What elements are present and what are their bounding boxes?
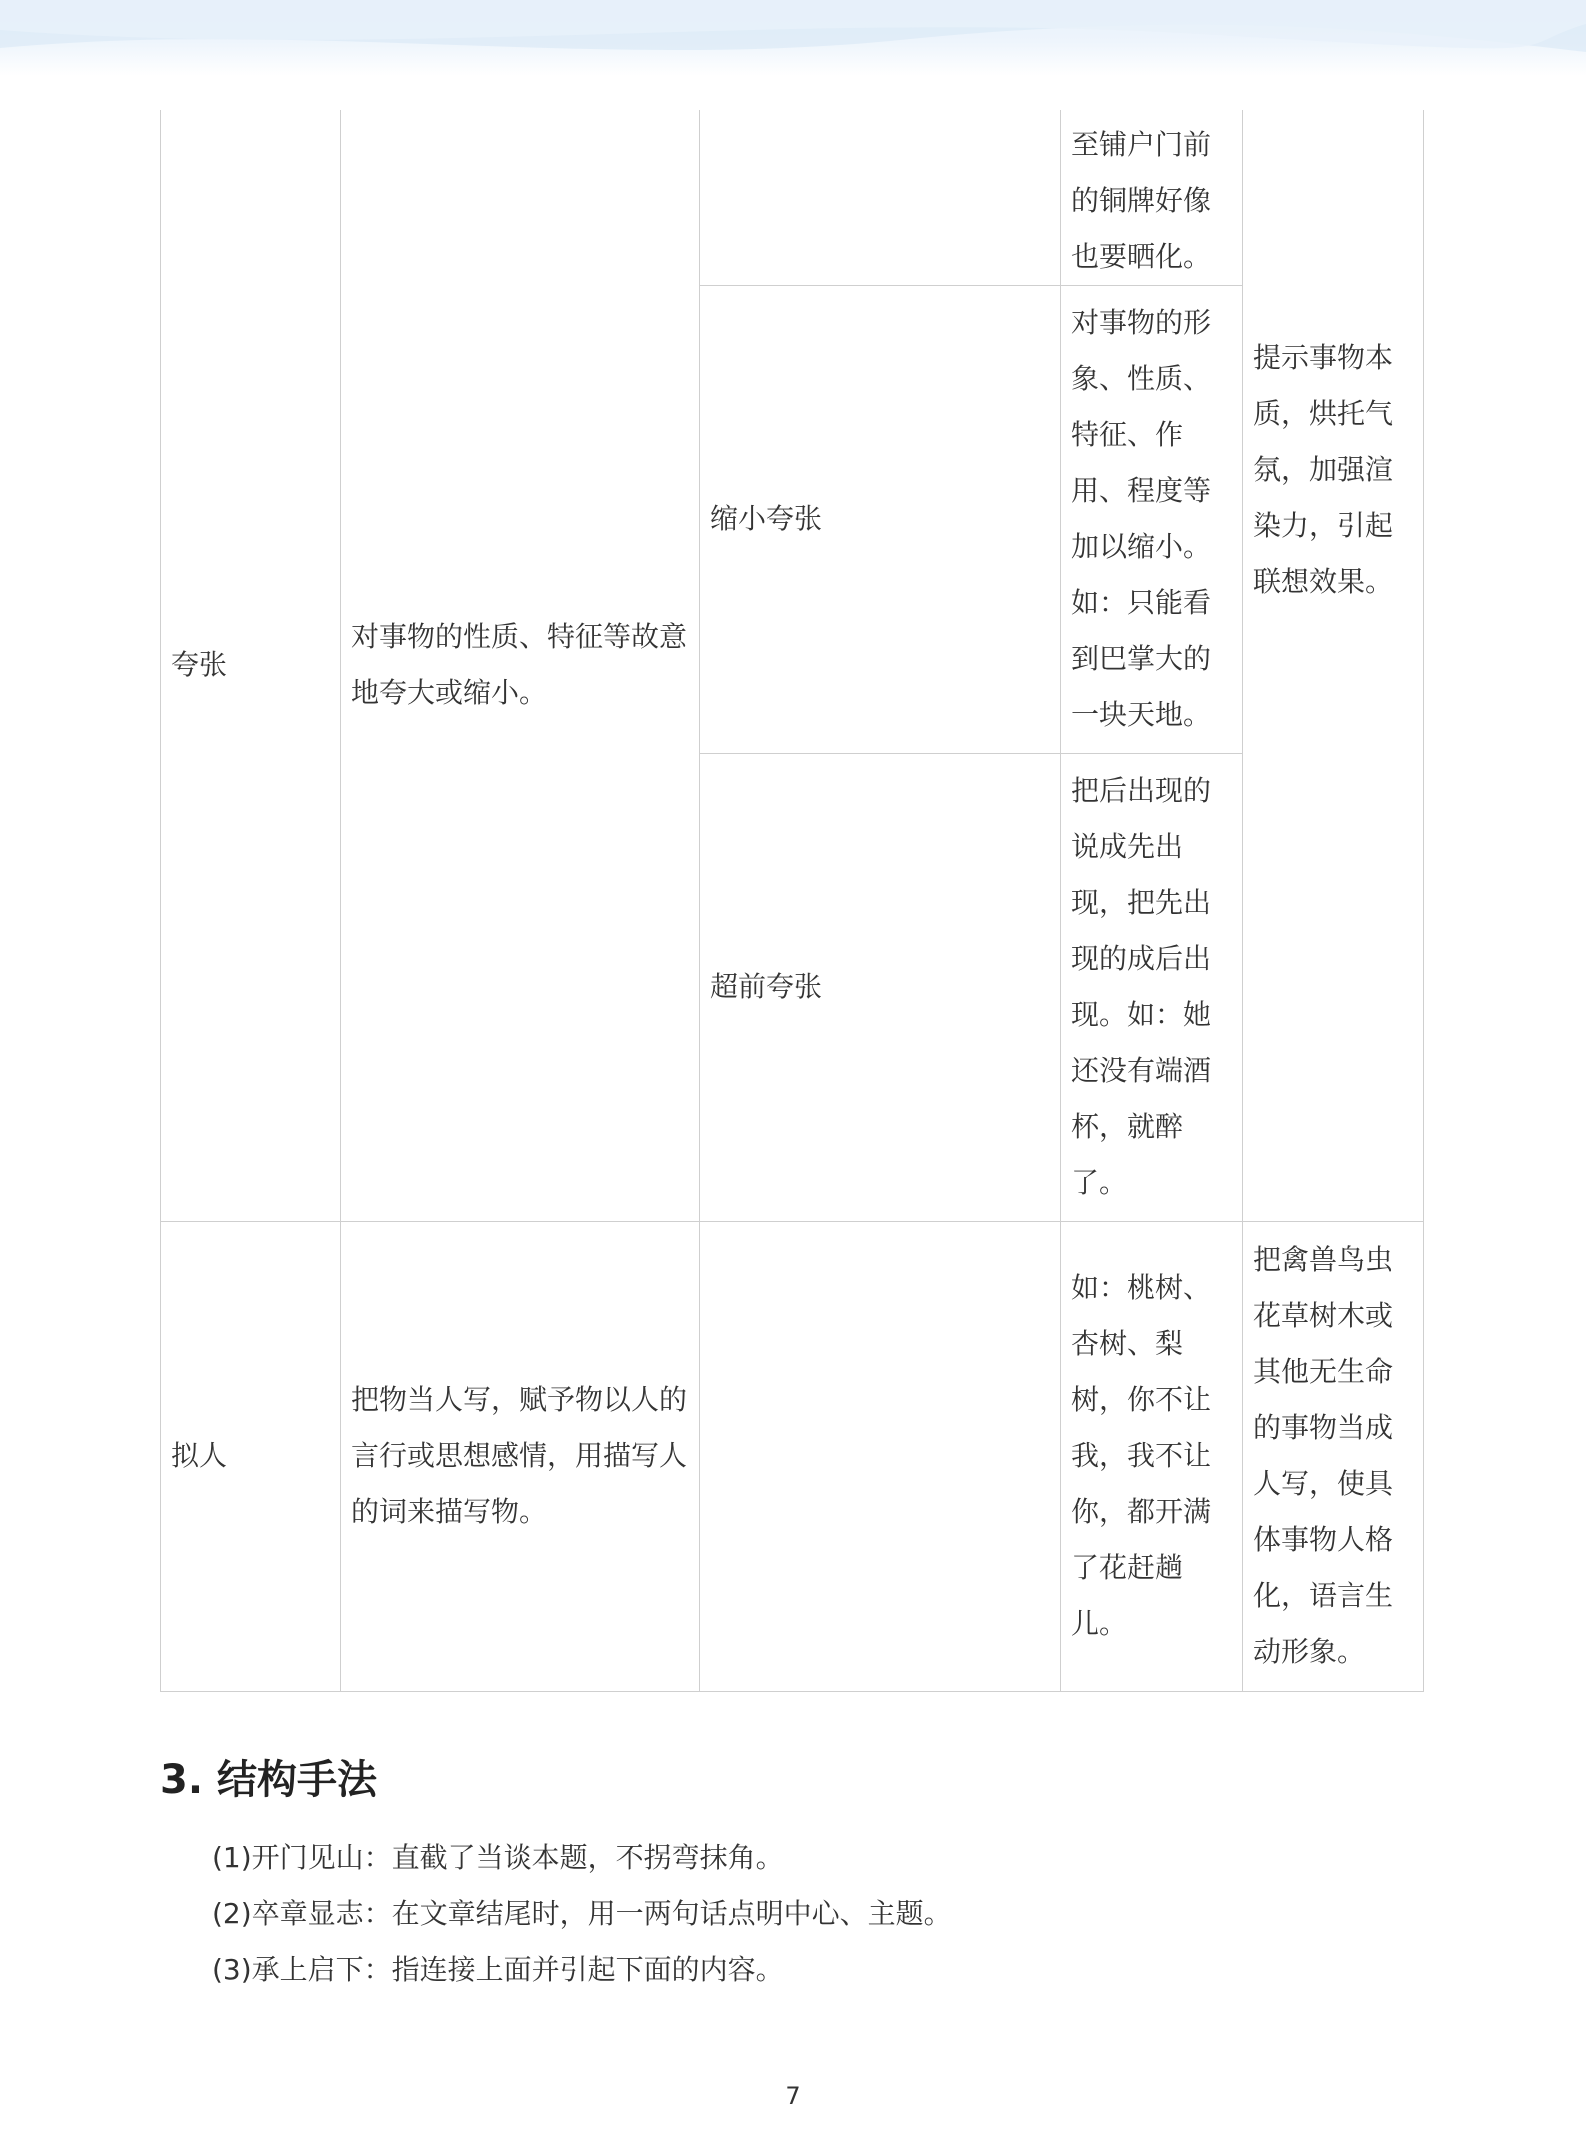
advance-example: 把后出现的说成先出现，把先出现的成后出现。如：她还没有端酒杯，就醉了。: [1071, 774, 1212, 1199]
list-item: (3)承上启下：指连接上面并引起下面的内容。: [212, 1953, 784, 1986]
table-row: [161, 110, 1424, 285]
table-cell-example: [1061, 285, 1243, 753]
exaggeration-definition: 对事物的性质、特征等故意地夸大或缩小。: [351, 620, 688, 710]
table-cell-type: [700, 285, 1061, 753]
advance-type: 超前夸张: [710, 970, 823, 1003]
exaggeration-effect: 提示事物本质，烘托气氛，加强渲染力，引起联想效果。: [1253, 341, 1394, 598]
table-cell-definition: [341, 110, 700, 1221]
table-row: [161, 1221, 1424, 1691]
page-number: 7: [785, 2082, 801, 2110]
table-cell-name: [161, 1221, 341, 1691]
table-cell-type: [700, 110, 1061, 285]
personification-example: 如：桃树、杏树、梨树，你不让我，我不让你，都开满了花赶趟儿。: [1071, 1271, 1212, 1640]
page-header-band: [0, 0, 1586, 76]
enlarge-example-text: 至铺户门前的铜牌好像也要晒化。: [1071, 127, 1212, 273]
list-item: (1)开门见山：直截了当谈本题，不拐弯抹角。: [212, 1841, 784, 1874]
list-item: (2)卒章显志：在文章结尾时，用一两句话点明中心、主题。: [212, 1897, 952, 1930]
header-wave-decoration: [0, 0, 1586, 76]
table-cell-name: [161, 110, 341, 1221]
shrink-example: 对事物的形象、性质、特征、作用、程度等加以缩小。如：只能看到巴掌大的一块天地。: [1071, 306, 1212, 731]
table-cell-definition: [341, 1221, 700, 1691]
rhetoric-table: [160, 110, 1424, 1692]
table-cell-example: [1061, 753, 1243, 1221]
table-cell-type: [700, 753, 1061, 1221]
technique-list: [212, 1830, 952, 1998]
personification-definition: 把物当人写，赋予物以人的言行或思想感情，用描写人的词来描写物。: [351, 1383, 688, 1528]
table-cell-example: [1061, 110, 1243, 285]
exaggeration-name: 夸张: [171, 648, 228, 682]
table-cell-effect: [1243, 1221, 1424, 1691]
shrink-type: 缩小夸张: [710, 502, 823, 535]
personification-name: 拟人: [171, 1439, 228, 1472]
table-cell-type: [700, 1221, 1061, 1691]
table-cell-effect: [1243, 110, 1424, 1221]
table-cell-example: [1061, 1221, 1243, 1691]
personification-effect: 把禽兽鸟虫花草树木或其他无生命的事物当成人写，使具体事物人格化，语言生动形象。: [1253, 1243, 1394, 1668]
section-heading: 3. 结构手法: [160, 1757, 377, 1803]
